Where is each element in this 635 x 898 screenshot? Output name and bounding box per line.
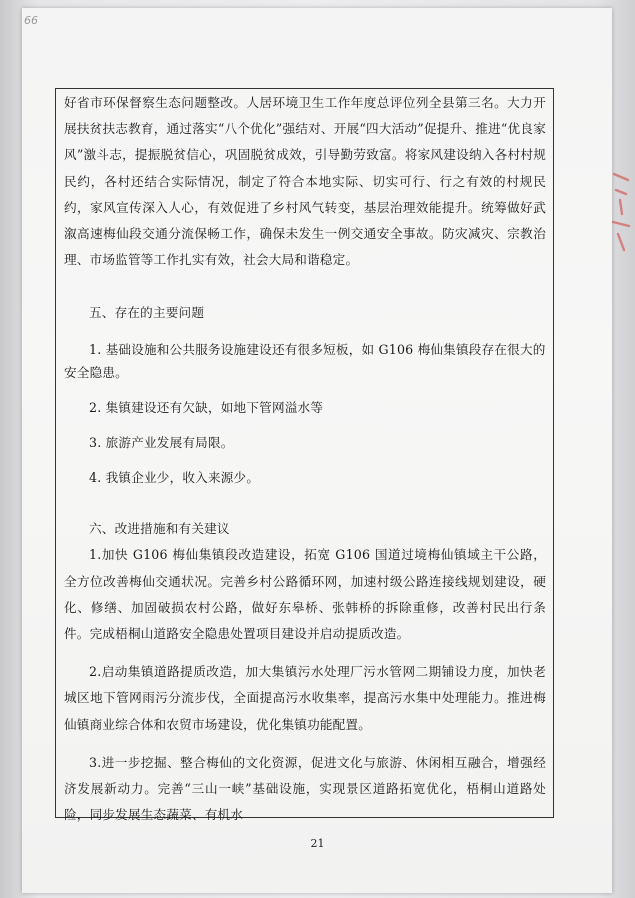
problem-item-2: 2. 集镇建设还有欠缺，如地下管网溢水等 [89,400,324,416]
problem-item-1: 1. 基础设施和公共服务设施建设还有很多短板，如 G106 梅仙集镇段存在很大的安全隐患。 [64,342,546,381]
problem-item-4: 4. 我镇企业少，收入来源少。 [89,470,260,486]
paragraph-continuation: 好省市环保督察生态问题整改。人居环境卫生工作年度总评位列全县第三名。大力开展扶贫扶志教育，通过落实“八个优化”强结对、开展“四大活动”促提升、推进“优良家风”激斗志，提振脱贫信心，巩固脱贫成效，引导勤劳致富。将家风建设纳入各村村规民约，各村还结合实际情况，制定了符合本地实际、切实可行、行之有效的村规民约，家风宣传深入人心，有效促进了乡村风气转变，基层治理效能提升。统筹做好武溆高速梅仙段交通分流保畅工作，确保未发生一例交通安全事故。防灾减灾、宗教治理、市场监管等工作扎实有效，社会大局和谐稳定。 [64,95,546,268]
measure-paragraph-3: 3.进一步挖掘、整合梅仙的文化资源，促进文化与旅游、休闲相互融合，增强经济发展新动力。完善“三山一峡”基础设施，实现景区道路拓宽优化，梧桐山道路处险，同步发展生态蔬菜、有机水 [64,754,546,823]
measure-paragraph-1: 1.加快 G106 梅仙集镇段改造建设，拓宽 G106 国道过境梅仙镇域主干公路，全方位改善梅仙交通状况。完善乡村公路循环网，加速村级公路连接线规划建设，硬化、修缮、加固破损农村公路，做好东皋桥、张韩桥的拆除重修，改善村民出行条件。完成梧桐山道路安全隐患处置项目建设并启动提质改造。 [64,547,546,642]
red-stamp [610,170,632,265]
corner-mark: 66 [24,14,38,27]
section-heading-measures: 六、改进措施和有关建议 [89,521,230,537]
document-body [64,90,546,828]
section-heading-problems: 五、存在的主要问题 [89,305,205,321]
problem-item-3: 3. 旅游产业发展有局限。 [89,435,234,451]
page-number: 21 [310,837,325,850]
measure-paragraph-2: 2.启动集镇道路提质改造，加大集镇污水处理厂污水管网二期铺设力度，加快老城区地下管网雨污分流步伐，全面提高污水收集率，提高污水集中处理能力。推进梅仙镇商业综合体和农贸市场建设，优化集镇功能配置。 [64,664,546,732]
stamp-mark [610,170,632,260]
